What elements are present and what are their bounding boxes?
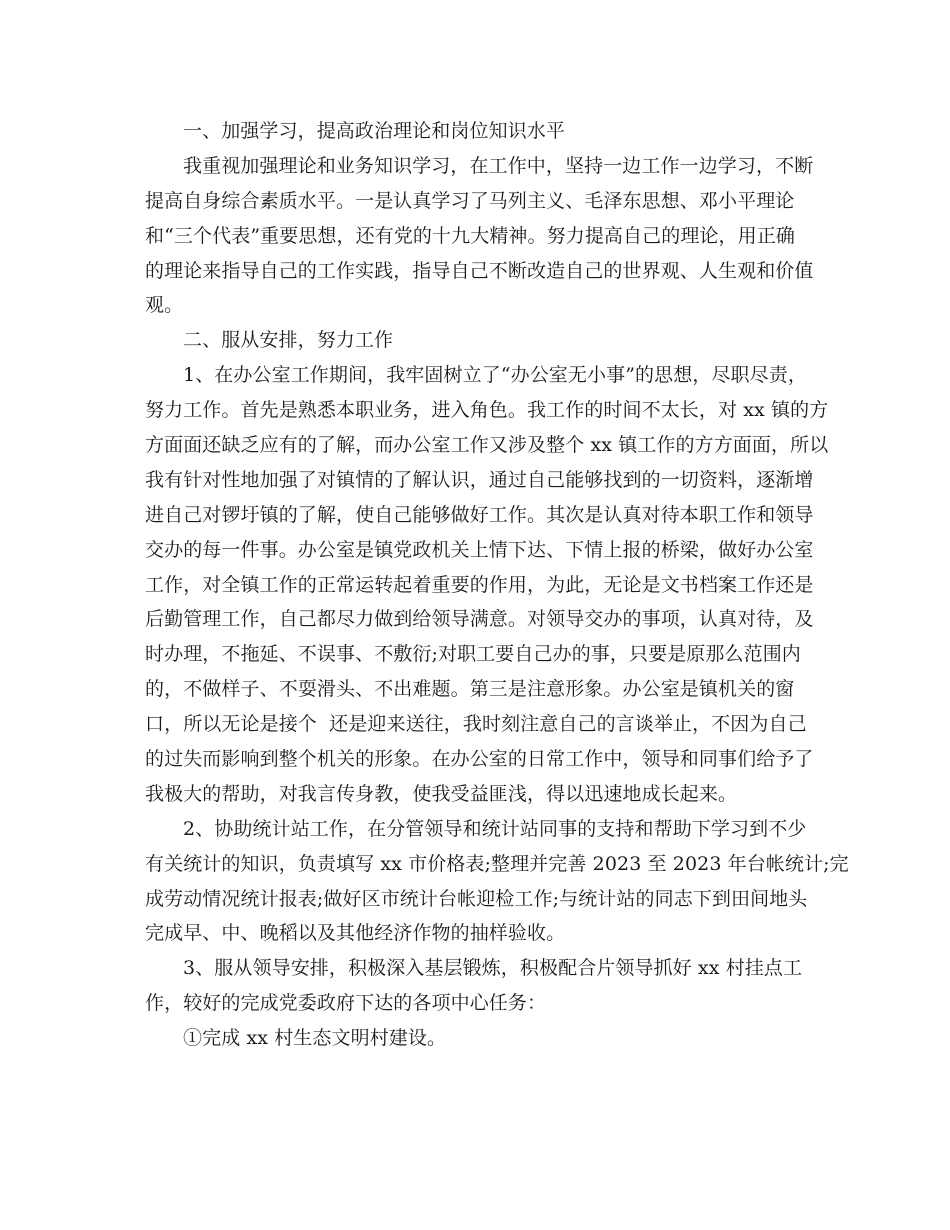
paragraph-line: 观。 — [145, 294, 184, 317]
paragraph-line: 和“三个代表”重要思想，还有党的十九大精神。努力提高自己的理论，用正确 — [145, 224, 795, 247]
paragraph-line: 的理论来指导自己的工作实践，指导自己不断改造自己的世界观、人生观和价值 — [145, 259, 814, 282]
paragraph-line: 我重视加强理论和业务知识学习，在工作中，坚持一边工作一边学习，不断 — [183, 154, 814, 177]
item1-line: 我有针对性地加强了对镇情的了解认识，通过自己能够找到的一切资料，逐渐增 — [145, 468, 814, 491]
item3-line: 3、服从领导安排，积极深入基层锻炼，积极配合片领导抓好 xx 村挂点工 — [183, 957, 803, 980]
subitem-line: ①完成 xx 村生态文明村建设。 — [183, 1027, 447, 1050]
item2-line: 2、协助统计站工作，在分管领导和统计站同事的支持和帮助下学习到不少 — [183, 817, 807, 840]
document-page — [145, 114, 849, 1056]
item1-line: 进自己对锣圩镇的了解，使自己能够做好工作。其次是认真对待本职工作和领导 — [145, 503, 814, 526]
item1-line: 1、在办公室工作期间，我牢固树立了“办公室无小事”的思想，尽职尽责， — [183, 364, 807, 387]
section-heading-1: 一、加强学习，提高政治理论和岗位知识水平 — [183, 120, 566, 142]
item3-line: 作，较好的完成党委政府下达的各项中心任务： — [145, 992, 547, 1015]
item1-line: 的，不做样子、不耍滑头、不出难题。第三是注意形象。办公室是镇机关的窗 — [145, 678, 795, 701]
item1-line: 方面面还缺乏应有的了解，而办公室工作又涉及整个 xx 镇工作的方方面面，所以 — [145, 434, 829, 457]
paragraph-line: 提高自身综合素质水平。一是认真学习了马列主义、毛泽东思想、邓小平理论 — [145, 189, 795, 212]
item1-line: 口，所以无论是接个 还是迎来送往，我时刻注意自己的言谈举止，不因为自己 — [145, 713, 807, 736]
item1-line: 工作，对全镇工作的正常运转起着重要的作用，为此，无论是文书档案工作还是 — [145, 573, 814, 596]
item1-line: 的过失而影响到整个机关的形象。在办公室的日常工作中，领导和同事们给予了 — [145, 748, 814, 771]
item1-line: 后勤管理工作，自己都尽力做到给领导满意。对领导交办的事项，认真对待，及 — [145, 608, 814, 631]
item1-line: 我极大的帮助，对我言传身教，使我受益匪浅，得以迅速地成长起来。 — [145, 782, 738, 805]
item1-line: 交办的每一件事。办公室是镇党政机关上情下达、下情上报的桥梁，做好办公室 — [145, 538, 814, 561]
item1-line: 时办理，不拖延、不误事、不敷衍;对职工要自己办的事，只要是原那么范围内 — [145, 643, 801, 666]
item2-line: 成劳动情况统计报表;做好区市统计台帐迎检工作;与统计站的同志下到田间地头 — [145, 887, 808, 910]
section-heading-2: 二、服从安排，努力工作 — [183, 329, 394, 352]
item2-line: 有关统计的知识，负责填写 xx 市价格表;整理并完善 2023 至 2023 年台帐统计;完 — [145, 852, 849, 875]
item2-line: 完成早、中、晚稻以及其他经济作物的抽样验收。 — [145, 922, 566, 945]
item1-line: 努力工作。首先是熟悉本职业务，进入角色。我工作的时间不太长，对 xx 镇的方 — [145, 399, 829, 422]
